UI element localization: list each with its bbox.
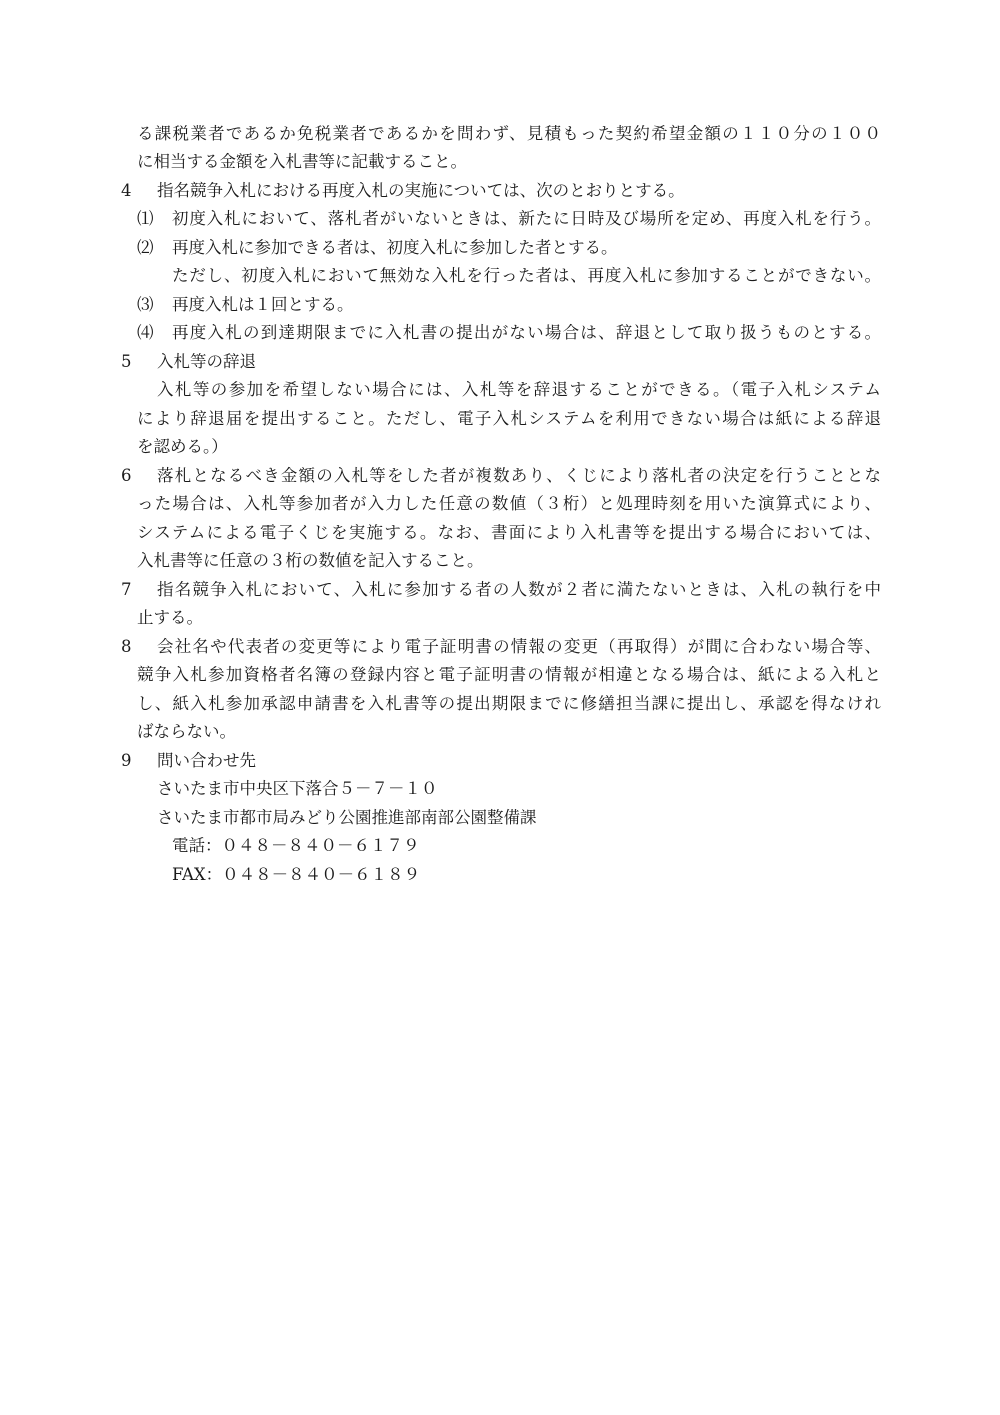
subsection-number: ⑴	[137, 209, 154, 228]
text-line: ばならない。	[137, 722, 236, 741]
text-line: る課税業者であるか免税業者であるかを問わず、見積もった契約希望金額の１１０分の１００	[137, 124, 881, 143]
contact-department: さいたま市都市局みどり公園推進部南部公園整備課	[157, 808, 537, 827]
text-line: 落札となるべき金額の入札等をした者が複数あり、くじにより落札者の決定を行うこととな	[157, 466, 881, 485]
text-line: 止する。	[137, 608, 203, 627]
text-line: 指名競争入札において、入札に参加する者の人数が２者に満たないときは、入札の執行を中	[157, 580, 881, 599]
section-number: 7	[121, 580, 132, 599]
section-number: 8	[121, 637, 132, 656]
text-line: 再度入札に参加できる者は、初度入札に参加した者とする。	[172, 238, 618, 257]
subsection-number: ⑵	[137, 238, 154, 257]
contact-fax: FAX：０４８－８４０－６１８９	[172, 865, 421, 884]
text-line: 再度入札は１回とする。	[172, 295, 354, 314]
text-line: 競争入札参加資格者名簿の登録内容と電子証明書の情報が相違となる場合は、紙による入札と	[137, 665, 881, 684]
subsection-number: ⑷	[137, 323, 154, 342]
text-line: 入札等の参加を希望しない場合には、入札等を辞退することができる。（電子入札システム	[157, 380, 881, 399]
section-number: 9	[121, 751, 132, 770]
text-line: 入札書等に任意の３桁の数値を記入すること。	[137, 551, 484, 570]
text-line: し、紙入札参加承認申請書を入札書等の提出期限までに修繕担当課に提出し、承認を得なけれ	[137, 694, 881, 713]
section-number: 5	[121, 352, 132, 371]
section-number: 4	[121, 181, 132, 200]
section-title: 問い合わせ先	[157, 751, 256, 770]
text-line: により辞退届を提出すること。ただし、電子入札システムを利用できない場合は紙による辞退	[137, 409, 881, 428]
text-line: 再度入札の到達期限までに入札書の提出がない場合は、辞退として取り扱うものとする。	[172, 323, 881, 342]
text-line: に相当する金額を入札書等に記載すること。	[137, 152, 467, 171]
contact-phone: 電話：０４８－８４０－６１７９	[172, 836, 420, 855]
section-number: 6	[121, 466, 132, 485]
text-line: を認める。）	[137, 437, 228, 456]
subsection-number: ⑶	[137, 295, 154, 314]
section-title: 指名競争入札における再度入札の実施については、次のとおりとする。	[157, 181, 685, 200]
text-line: 初度入札において、落札者がいないときは、新たに日時及び場所を定め、再度入札を行う。	[172, 209, 881, 228]
text-line: 会社名や代表者の変更等により電子証明書の情報の変更（再取得）が間に合わない場合等、	[157, 637, 881, 656]
text-line: ただし、初度入札において無効な入札を行った者は、再度入札に参加することができない。	[172, 266, 881, 285]
text-line: った場合は、入札等参加者が入力した任意の数値（３桁）と処理時刻を用いた演算式により、	[137, 494, 881, 513]
text-line: システムによる電子くじを実施する。なお、書面により入札書等を提出する場合においては、	[137, 523, 881, 542]
section-title: 入札等の辞退	[157, 352, 256, 371]
contact-address: さいたま市中央区下落合５－７－１０	[157, 779, 438, 798]
